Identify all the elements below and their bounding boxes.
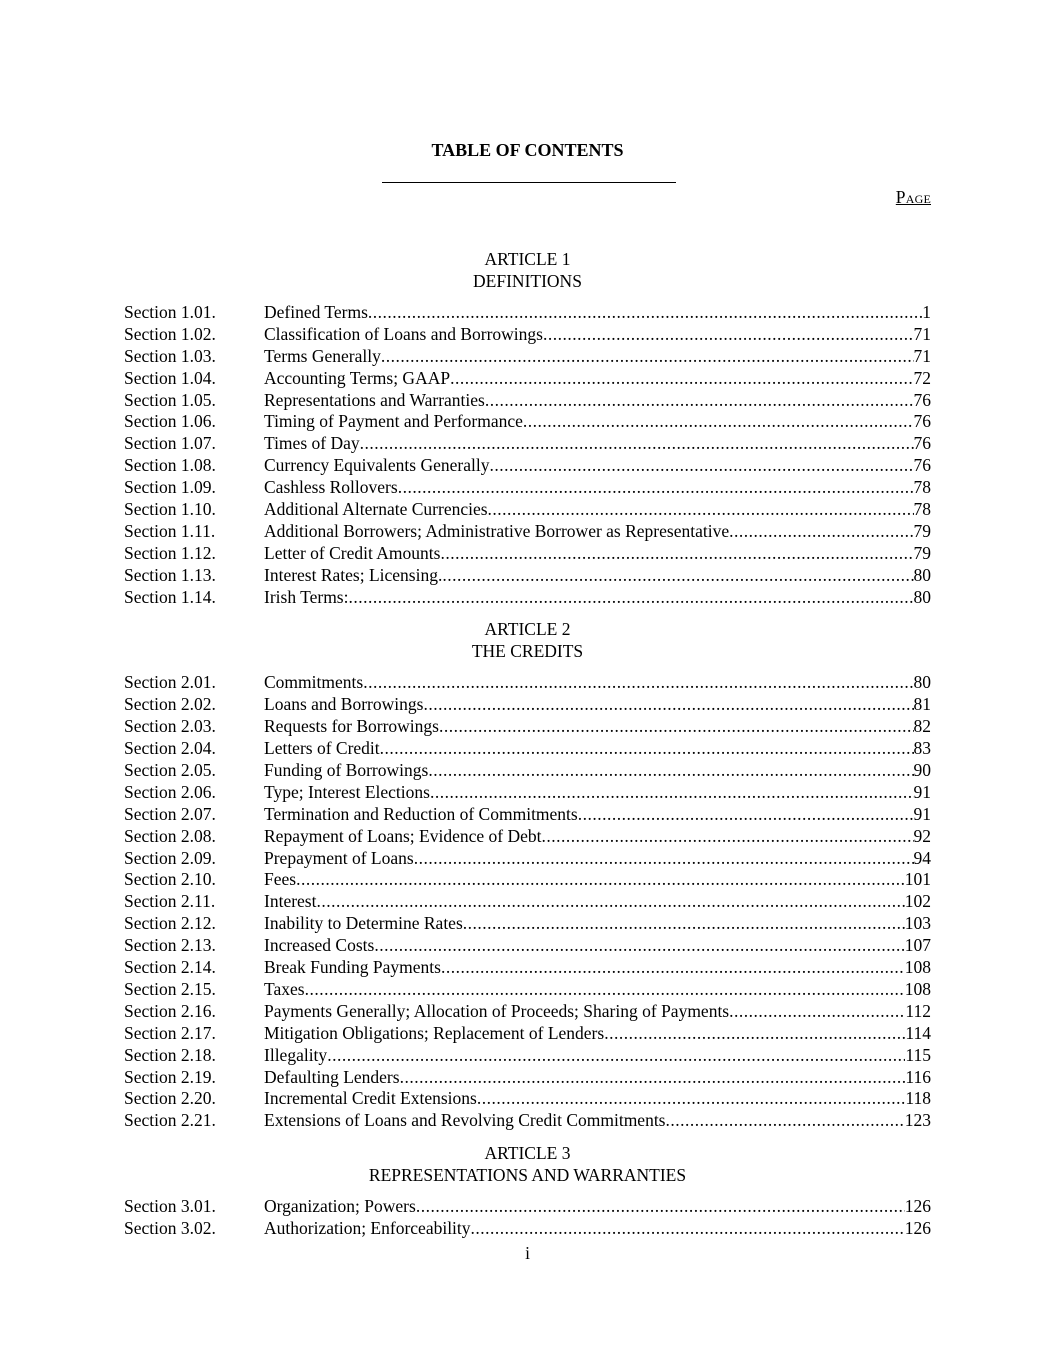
section-title: Representations and Warranties bbox=[264, 389, 485, 410]
section-number: Section 2.07. bbox=[124, 803, 216, 824]
section-title: Type; Interest Elections bbox=[264, 781, 430, 802]
section-page: 107 bbox=[904, 935, 931, 956]
article-heading bbox=[124, 1142, 931, 1186]
section-line bbox=[264, 324, 931, 346]
toc-entry[interactable] bbox=[124, 804, 931, 826]
section-line bbox=[264, 499, 931, 521]
section-number: Section 2.15. bbox=[124, 978, 216, 999]
dot-leader bbox=[477, 1088, 906, 1110]
section-line bbox=[264, 694, 931, 716]
section-number: Section 2.08. bbox=[124, 825, 216, 846]
section-line bbox=[264, 979, 931, 1001]
dot-leader bbox=[729, 1001, 905, 1023]
section-number: Section 1.02. bbox=[124, 323, 216, 344]
section-page: 92 bbox=[913, 825, 931, 846]
section-page: 82 bbox=[913, 716, 931, 737]
dot-leader bbox=[327, 1045, 905, 1067]
section-title: Inability to Determine Rates bbox=[264, 913, 463, 934]
dot-leader bbox=[368, 302, 922, 324]
section-title: Interest bbox=[264, 891, 317, 912]
toc-entry[interactable] bbox=[124, 826, 931, 848]
toc-entry[interactable] bbox=[124, 957, 931, 979]
section-line bbox=[264, 346, 931, 368]
section-page: 1 bbox=[922, 302, 931, 322]
section-page: 80 bbox=[913, 672, 931, 693]
article-number: ARTICLE 1 bbox=[484, 249, 571, 269]
section-line bbox=[264, 891, 931, 913]
section-page: 76 bbox=[913, 433, 931, 454]
section-line bbox=[264, 587, 931, 609]
dot-leader bbox=[430, 782, 914, 804]
section-number: Section 2.11. bbox=[124, 891, 216, 912]
toc-entry[interactable] bbox=[124, 390, 931, 412]
section-number: Section 2.04. bbox=[124, 738, 216, 759]
section-page: 76 bbox=[913, 411, 931, 432]
section-page: 126 bbox=[904, 1196, 931, 1217]
toc-entry[interactable] bbox=[124, 782, 931, 804]
toc-entry[interactable] bbox=[124, 869, 931, 891]
section-line bbox=[264, 543, 931, 565]
section-page: 123 bbox=[904, 1110, 931, 1131]
section-page: 108 bbox=[904, 957, 931, 978]
section-number: Section 1.07. bbox=[124, 433, 216, 454]
toc-entry[interactable] bbox=[124, 302, 931, 324]
toc-entry[interactable] bbox=[124, 499, 931, 521]
dot-leader bbox=[543, 324, 914, 346]
toc-entry[interactable] bbox=[124, 587, 931, 609]
dot-leader bbox=[316, 891, 904, 913]
section-title: Additional Alternate Currencies bbox=[264, 499, 488, 520]
section-page: 91 bbox=[913, 781, 931, 802]
dot-leader bbox=[296, 869, 905, 891]
dot-leader bbox=[440, 543, 913, 565]
toc-entry[interactable] bbox=[124, 1218, 931, 1240]
section-number: Section 2.18. bbox=[124, 1044, 216, 1065]
section-title: Break Funding Payments bbox=[264, 957, 441, 978]
toc-entry[interactable] bbox=[124, 848, 931, 870]
section-title: Currency Equivalents Generally bbox=[264, 455, 490, 476]
toc-entry[interactable] bbox=[124, 891, 931, 913]
dot-leader bbox=[523, 411, 914, 433]
section-page: 103 bbox=[904, 913, 931, 934]
section-list bbox=[124, 302, 931, 608]
toc-entry[interactable] bbox=[124, 1023, 931, 1045]
section-title: Accounting Terms; GAAP bbox=[264, 367, 451, 388]
section-line bbox=[264, 672, 931, 694]
section-title: Times of Day bbox=[264, 433, 360, 454]
section-title: Cashless Rollovers bbox=[264, 477, 398, 498]
dot-leader bbox=[360, 433, 914, 455]
toc-entry[interactable] bbox=[124, 1067, 931, 1089]
section-title: Incremental Credit Extensions bbox=[264, 1088, 477, 1109]
page-column-header: Page bbox=[895, 187, 931, 207]
section-page: 83 bbox=[913, 738, 931, 759]
section-list bbox=[124, 672, 931, 1132]
section-line bbox=[264, 869, 931, 891]
section-number: Section 2.20. bbox=[124, 1088, 216, 1109]
section-number: Section 2.17. bbox=[124, 1022, 216, 1043]
section-title: Taxes bbox=[264, 978, 305, 999]
toc-entry[interactable] bbox=[124, 1196, 931, 1218]
article-number: ARTICLE 2 bbox=[484, 619, 571, 640]
section-number: Section 1.04. bbox=[124, 367, 216, 388]
section-line bbox=[264, 782, 931, 804]
section-line bbox=[264, 804, 931, 826]
dot-leader bbox=[398, 477, 914, 499]
section-title: Repayment of Loans; Evidence of Debt bbox=[264, 825, 542, 846]
toc-entry[interactable] bbox=[124, 543, 931, 565]
section-line bbox=[264, 935, 931, 957]
section-line bbox=[264, 455, 931, 477]
section-page: 126 bbox=[904, 1218, 931, 1239]
section-page: 79 bbox=[913, 542, 931, 563]
dot-leader bbox=[374, 935, 904, 957]
section-list bbox=[124, 1196, 931, 1240]
section-page: 115 bbox=[905, 1044, 931, 1065]
section-number: Section 1.09. bbox=[124, 477, 216, 498]
section-line bbox=[264, 716, 931, 738]
section-page: 102 bbox=[904, 891, 931, 912]
section-number: Section 2.01. bbox=[124, 672, 216, 693]
page-number: i bbox=[525, 1243, 530, 1263]
section-title: Interest Rates; Licensing. bbox=[264, 564, 443, 585]
toc-entry[interactable] bbox=[124, 1045, 931, 1067]
section-title: Terms Generally bbox=[264, 345, 381, 366]
section-line bbox=[264, 1067, 931, 1089]
section-line bbox=[264, 1196, 931, 1218]
section-line bbox=[264, 302, 931, 324]
section-title: Defined Terms bbox=[264, 302, 368, 322]
dot-leader bbox=[450, 368, 913, 390]
toc-entry[interactable] bbox=[124, 324, 931, 346]
section-title: Organization; Powers bbox=[264, 1196, 416, 1217]
section-number: Section 2.12. bbox=[124, 913, 216, 934]
section-page: 80 bbox=[913, 586, 931, 607]
dot-leader bbox=[541, 826, 913, 848]
section-page: 72 bbox=[913, 367, 931, 388]
section-line bbox=[264, 390, 931, 412]
section-line bbox=[264, 1001, 931, 1023]
section-title: Irish Terms: bbox=[264, 586, 349, 607]
dot-leader bbox=[363, 672, 913, 694]
dot-leader bbox=[348, 587, 913, 609]
toc-entry[interactable] bbox=[124, 368, 931, 390]
section-page: 81 bbox=[913, 694, 931, 715]
section-page: 71 bbox=[913, 323, 931, 344]
section-title: Requests for Borrowings bbox=[264, 716, 439, 737]
toc-entry[interactable] bbox=[124, 935, 931, 957]
article-heading bbox=[124, 618, 931, 662]
dot-leader bbox=[439, 716, 914, 738]
dot-leader bbox=[578, 804, 914, 826]
section-number: Section 2.13. bbox=[124, 935, 216, 956]
section-line bbox=[264, 1088, 931, 1110]
section-title: Extensions of Loans and Revolving Credit Commitments bbox=[264, 1110, 666, 1131]
section-page: 71 bbox=[913, 345, 931, 366]
section-line bbox=[264, 368, 931, 390]
section-page: 76 bbox=[913, 389, 931, 410]
section-page: 116 bbox=[905, 1066, 931, 1087]
section-line bbox=[264, 848, 931, 870]
section-line bbox=[264, 477, 931, 499]
section-number: Section 1.03. bbox=[124, 345, 216, 366]
toc-entry[interactable] bbox=[124, 433, 931, 455]
section-page: 90 bbox=[913, 760, 931, 781]
section-number: Section 2.09. bbox=[124, 847, 216, 868]
dot-leader bbox=[442, 565, 913, 587]
toc-entry[interactable] bbox=[124, 521, 931, 543]
section-title: Loans and Borrowings bbox=[264, 694, 424, 715]
toc-entry[interactable] bbox=[124, 477, 931, 499]
dot-leader bbox=[423, 694, 913, 716]
section-number: Section 2.14. bbox=[124, 957, 216, 978]
section-line bbox=[264, 826, 931, 848]
toc-entry[interactable] bbox=[124, 411, 931, 433]
dot-leader bbox=[380, 738, 914, 760]
section-title: Payments Generally; Allocation of Proceeds; Sharing of Payments bbox=[264, 1000, 730, 1021]
dot-leader bbox=[441, 957, 905, 979]
section-title: Mitigation Obligations; Replacement of Lenders bbox=[264, 1022, 605, 1043]
section-number: Section 2.16. bbox=[124, 1000, 216, 1021]
toc-entry[interactable] bbox=[124, 738, 931, 760]
section-line bbox=[264, 521, 931, 543]
toc-entry[interactable] bbox=[124, 1110, 931, 1132]
section-title: Additional Borrowers; Administrative Borrower as Representative bbox=[264, 520, 730, 541]
section-number: Section 1.11. bbox=[124, 520, 216, 541]
section-page: 108 bbox=[904, 978, 931, 999]
toc-entry[interactable] bbox=[124, 694, 931, 716]
title-rule bbox=[382, 182, 676, 183]
section-number: Section 2.03. bbox=[124, 716, 216, 737]
section-number: Section 3.02. bbox=[124, 1218, 216, 1239]
article-title: DEFINITIONS bbox=[473, 271, 582, 291]
section-title: Letter of Credit Amounts bbox=[264, 542, 441, 563]
section-page: 118 bbox=[905, 1088, 931, 1109]
section-page: 112 bbox=[905, 1000, 931, 1021]
section-number: Section 2.10. bbox=[124, 869, 216, 890]
section-title: Defaulting Lenders bbox=[264, 1066, 400, 1087]
section-number: Section 1.10. bbox=[124, 499, 216, 520]
section-number: Section 2.02. bbox=[124, 694, 216, 715]
dot-leader bbox=[416, 1196, 905, 1218]
document-title: TABLE OF CONTENTS bbox=[431, 140, 624, 160]
section-line bbox=[264, 411, 931, 433]
dot-leader bbox=[463, 913, 905, 935]
section-number: Section 1.06. bbox=[124, 411, 216, 432]
section-title: Fees bbox=[264, 869, 297, 890]
section-page: 79 bbox=[913, 520, 931, 541]
toc-entry[interactable] bbox=[124, 346, 931, 368]
section-page: 78 bbox=[913, 477, 931, 498]
article-number: ARTICLE 3 bbox=[484, 1143, 571, 1164]
toc-entry[interactable] bbox=[124, 979, 931, 1001]
section-title: Letters of Credit bbox=[264, 738, 380, 759]
toc-entry[interactable] bbox=[124, 760, 931, 782]
section-number: Section 1.01. bbox=[124, 302, 216, 322]
section-line bbox=[264, 913, 931, 935]
section-line bbox=[264, 738, 931, 760]
dot-leader bbox=[488, 499, 914, 521]
toc-entry[interactable] bbox=[124, 455, 931, 477]
section-number: Section 2.06. bbox=[124, 781, 216, 802]
dot-leader bbox=[414, 848, 914, 870]
section-line bbox=[264, 957, 931, 979]
section-title: Increased Costs bbox=[264, 935, 375, 956]
section-line bbox=[264, 1110, 931, 1132]
section-number: Section 1.05. bbox=[124, 389, 216, 410]
section-title: Termination and Reduction of Commitments bbox=[264, 803, 578, 824]
section-page: 94 bbox=[913, 847, 931, 868]
table-of-contents bbox=[124, 248, 931, 1240]
section-page: 91 bbox=[913, 803, 931, 824]
section-line bbox=[264, 1023, 931, 1045]
section-title: Funding of Borrowings bbox=[264, 760, 429, 781]
section-number: Section 2.05. bbox=[124, 760, 216, 781]
toc-entry[interactable] bbox=[124, 1088, 931, 1110]
toc-entry[interactable] bbox=[124, 913, 931, 935]
section-title: Commitments bbox=[264, 672, 364, 693]
section-number: Section 1.08. bbox=[124, 455, 216, 476]
dot-leader bbox=[666, 1110, 905, 1132]
section-line bbox=[264, 1218, 931, 1240]
section-number: Section 1.12. bbox=[124, 542, 216, 563]
toc-entry[interactable] bbox=[124, 565, 931, 587]
section-line bbox=[264, 1045, 931, 1067]
section-title: Authorization; Enforceability bbox=[264, 1218, 471, 1239]
article-title: REPRESENTATIONS AND WARRANTIES bbox=[368, 1165, 687, 1186]
dot-leader bbox=[485, 390, 914, 412]
section-page: 76 bbox=[913, 455, 931, 476]
article-title: THE CREDITS bbox=[471, 641, 584, 662]
section-line bbox=[264, 760, 931, 782]
toc-entry[interactable] bbox=[124, 1001, 931, 1023]
dot-leader bbox=[489, 455, 913, 477]
dot-leader bbox=[400, 1067, 906, 1089]
dot-leader bbox=[604, 1023, 905, 1045]
dot-leader bbox=[471, 1218, 905, 1240]
dot-leader bbox=[381, 346, 914, 368]
section-number: Section 1.14. bbox=[124, 586, 216, 607]
section-page: 80 bbox=[913, 564, 931, 585]
section-line bbox=[264, 433, 931, 455]
toc-entry[interactable] bbox=[124, 716, 931, 738]
article-heading bbox=[124, 248, 931, 292]
section-page: 78 bbox=[913, 499, 931, 520]
section-number: Section 1.13. bbox=[124, 564, 216, 585]
section-number: Section 3.01. bbox=[124, 1196, 216, 1217]
section-title: Classification of Loans and Borrowings bbox=[264, 323, 543, 344]
section-title: Timing of Payment and Performance bbox=[264, 411, 523, 432]
dot-leader bbox=[428, 760, 913, 782]
toc-entry[interactable] bbox=[124, 672, 931, 694]
section-line bbox=[264, 565, 931, 587]
section-title: Prepayment of Loans bbox=[264, 847, 414, 868]
section-title: Illegality bbox=[264, 1044, 328, 1065]
dot-leader bbox=[729, 521, 913, 543]
section-page: 114 bbox=[905, 1022, 931, 1043]
section-page: 101 bbox=[904, 869, 931, 890]
section-number: Section 2.19. bbox=[124, 1066, 216, 1087]
dot-leader bbox=[305, 979, 905, 1001]
section-number: Section 2.21. bbox=[124, 1110, 216, 1131]
